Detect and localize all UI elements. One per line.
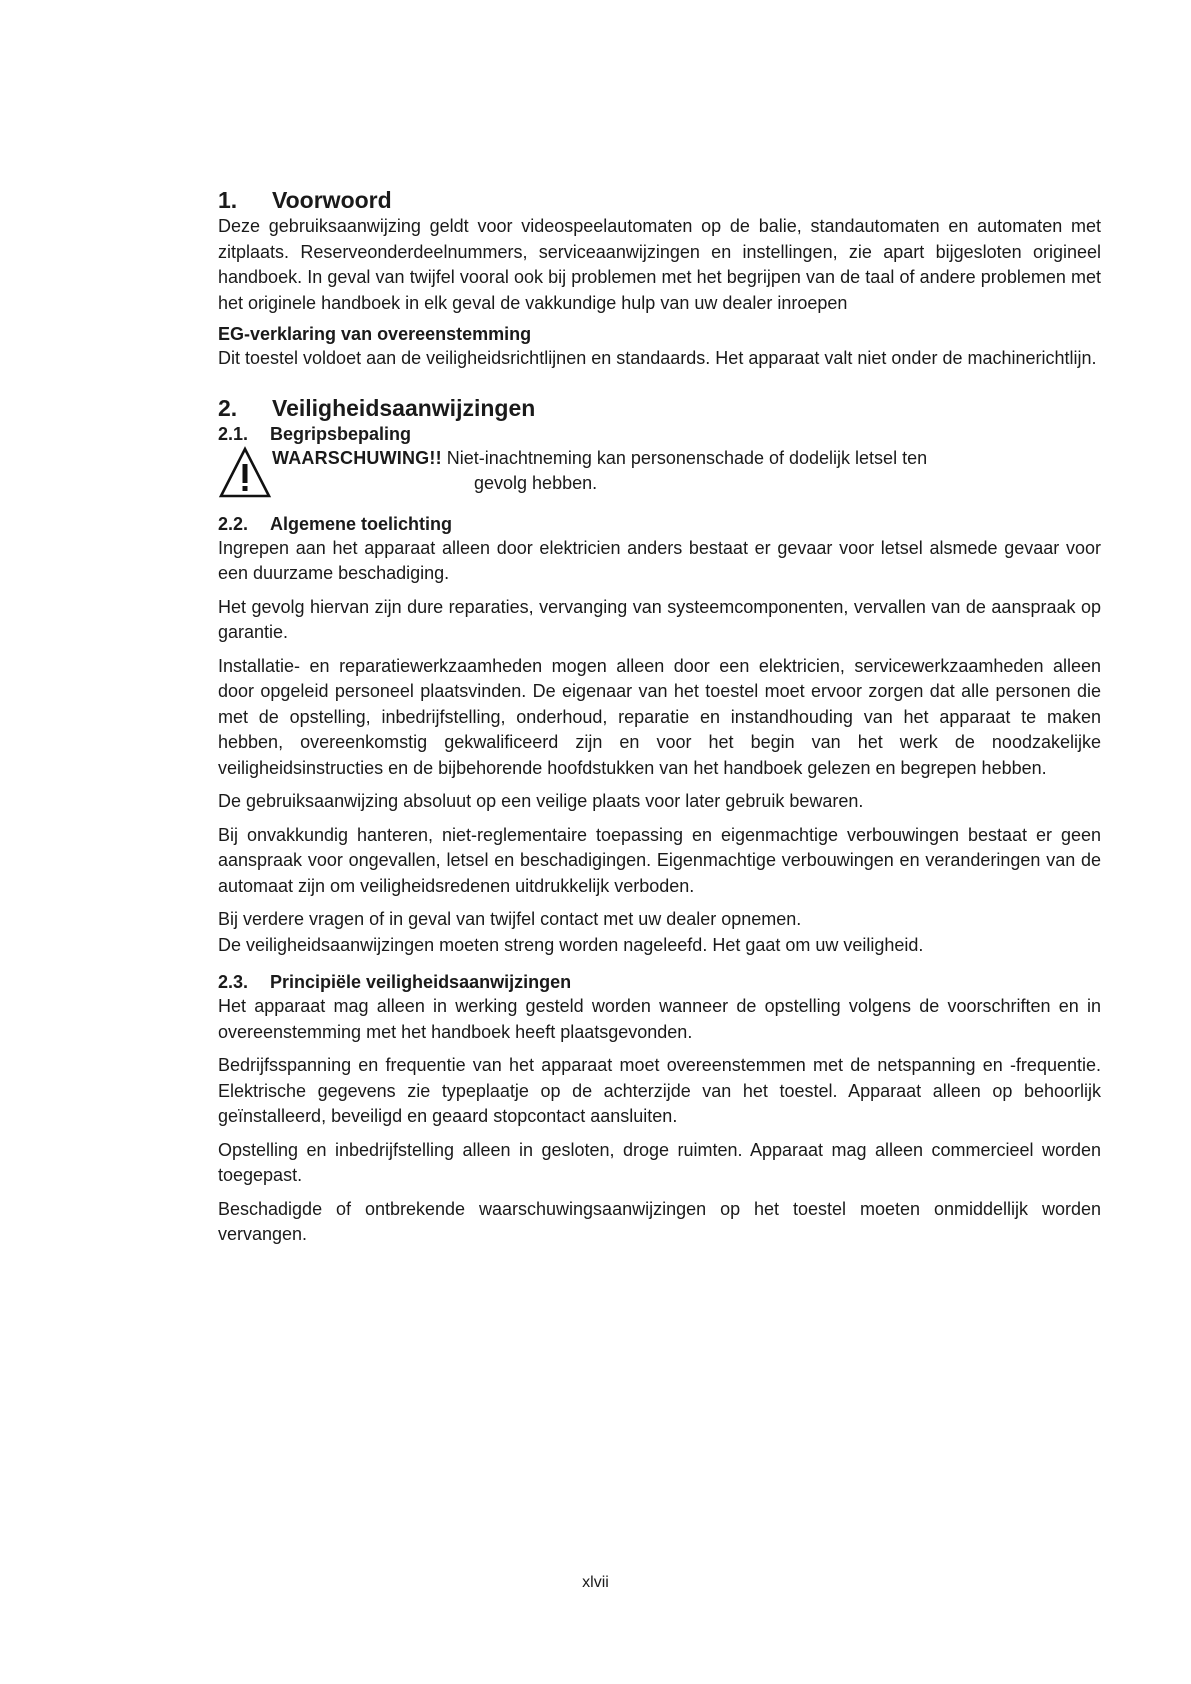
page-number: xlvii	[582, 1574, 609, 1591]
warning-text: Niet-inachtneming kan personenschade of dodelijk letsel ten	[446, 447, 928, 468]
paragraph: Installatie- en reparatiewerkzaamheden mogen alleen door een elektricien, servicewerkzaamheden alleen door opgeleid personeel plaatsvinden. De eigenaar van het toestel moet ervoor zorgen dat alle personen die met de opstelling, inbedrijfstelling, onderhoud, reparatie en instandhouding van het apparaat te maken hebben, overeenkomstig gekwalificeerd zijn en voor het begin van het werk de noodzakelijke veiligheidsinstructies en de bijbehorende hoofdstukken van het handboek gelezen en begrepen hebben.	[218, 655, 1101, 778]
paragraph: Opstelling en inbedrijfstelling alleen in gesloten, droge ruimten. Apparaat mag alleen commercieel worden toegepast.	[218, 1139, 1101, 1185]
eg-text: Dit toestel voldoet aan de veiligheidsrichtlijnen en standaards. Het apparaat valt niet onder de machinerichtlijn.	[218, 348, 1097, 368]
subsection-2-1-number: 2.1.	[218, 423, 249, 444]
contact-line: Bij verdere vragen of in geval van twijfel contact met uw dealer opnemen.	[218, 909, 802, 929]
paragraph: De gebruiksaanwijzing absoluut op een veilige plaats voor later gebruik bewaren.	[218, 791, 864, 811]
warning-block	[218, 446, 1101, 502]
paragraph: Bij onvakkundig hanteren, niet-reglementaire toepassing en eigenmachtige verbouwingen bestaat er geen aanspraak voor ongevallen, letsel en beschadigingen. Eigenmachtige verbouwingen en veranderingen van de automaat zijn om veiligheidsredenen uitdrukkelijk verboden.	[218, 824, 1101, 896]
strict-line: De veiligheidsaanwijzingen moeten streng worden nageleefd. Het gaat om uw veiligheid.	[218, 934, 924, 955]
paragraph: Het apparaat mag alleen in werking gesteld worden wanneer de opstelling volgens de voorschriften en in overeenstemming met het handboek heeft plaatsgevonden.	[218, 996, 1101, 1042]
warning-triangle-icon	[218, 446, 272, 502]
document-page	[218, 186, 1101, 1248]
warning-label: WAARSCHUWING!!	[272, 447, 442, 468]
subsection-2-2-title: Algemene toelichting	[270, 513, 453, 534]
section-2-title: Veiligheidsaanwijzingen	[272, 394, 536, 421]
section-2-heading	[218, 394, 1101, 422]
subsection-2-1-heading	[218, 422, 1101, 446]
warning-text-continued: gevolg hebben.	[474, 473, 598, 493]
paragraph: Het gevolg hiervan zijn dure reparaties, vervanging van systeemcomponenten, vervallen van de aanspraak op garantie.	[218, 596, 1101, 642]
eg-heading-text: EG-verklaring van overeenstemming	[218, 324, 532, 344]
section-1-intro: Deze gebruiksaanwijzing geldt voor videospeelautomaten op de balie, standautomaten en automaten met zitplaats. Reserveonderdeelnummers, serviceaanwijzingen en instellingen, zie apart bijgesloten origineel handboek. In geval van twijfel vooral ook bij problemen met het begrijpen van de taal of andere problemen met het originele handboek in elk geval de vakkundige hulp van uw dealer inroepen	[218, 216, 1101, 313]
paragraph: Beschadigde of ontbrekende waarschuwingsaanwijzingen op het toestel moeten onmiddellijk worden vervangen.	[218, 1198, 1101, 1244]
paragraph: Ingrepen aan het apparaat alleen door elektricien anders bestaat er gevaar voor letsel alsmede gevaar voor een duurzame beschadiging.	[218, 537, 1101, 583]
subsection-2-2-number: 2.2.	[218, 513, 249, 534]
subsection-2-1-title: Begripsbepaling	[270, 423, 412, 444]
section-1-title: Voorwoord	[272, 187, 392, 213]
subsection-2-3-title: Principiële veiligheidsaanwijzingen	[270, 972, 572, 992]
paragraph: Bedrijfsspanning en frequentie van het apparaat moet overeenstemmen met de netspanning en -frequentie. Elektrische gegevens zie typeplaatje op de achterzijde van het toestel. Apparaat alleen op behoorlijk geïnstalleerd, beveiligd en geaard stopcontact aansluiten.	[218, 1055, 1101, 1126]
subsection-2-3-number: 2.3.	[218, 972, 249, 992]
subsection-2-3-heading	[218, 970, 1101, 994]
eg-heading	[218, 322, 1101, 346]
subsection-2-2-heading	[218, 512, 1101, 536]
section-1-heading	[218, 186, 1101, 214]
section-1-number: 1.	[218, 187, 238, 213]
section-2-number: 2.	[218, 394, 238, 421]
